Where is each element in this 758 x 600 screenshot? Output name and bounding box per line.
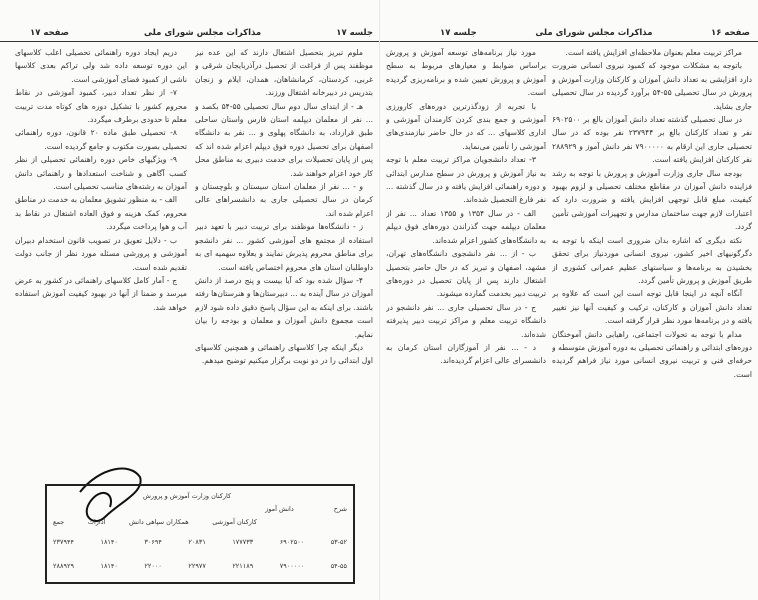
paragraph: الف - در سال ۱۳۵۴ و ۱۳۵۵ تعداد ... نفر از معلمان دیپلمه جهت گذراندن دوره‌های فوق دیپلم به دانشگاه‌های کشور اعزام شده‌اند. xyxy=(386,208,546,245)
cell: ۷۹۰۰۰۰۰ xyxy=(279,562,305,570)
table-title-text: کارکنان وزارت آموزش و پرورش xyxy=(143,492,232,500)
cell: ۵۳-۵۲ xyxy=(330,538,347,546)
staff-statistics-table xyxy=(45,484,355,584)
cell: ۲۲۹۷۷ xyxy=(188,562,206,570)
paragraph: دیگر اینکه چرا کلاسهای راهنمائی و همچنین کلاسهای اول ابتدائی را در دو نوبت برگزار میکنیم توضیح میدهم. xyxy=(195,342,373,366)
text-column-right xyxy=(552,46,752,596)
paragraph: نکته دیگری که اشاره بدان ضروری است اینکه با توجه به دگرگونیهای اخیر کشور، نیروی انسانی موردنیاز برای تحقق بخشیدن به برنامه‌ها و سیاستهای عظیم عمرانی کشوری از طریق آموزش و پرورش تأمین گردد. xyxy=(552,235,752,285)
cell: ۲۲۱۱۸۹ xyxy=(232,562,254,570)
table-row xyxy=(53,538,347,547)
paragraph: ب - از ... نفر دانشجوی دانشگاه‌های تهران، مشهد، اصفهان و تبریز که در حال حاضر بتحصیل اشتغال دارند پس از پایان تحصیل در دوره‌های تربیت دبیر بخدمت گمارده میشوند. xyxy=(386,249,546,299)
page-number: صفحه ۱۶ xyxy=(711,28,750,38)
right-page xyxy=(379,0,758,600)
cell: ۱۸۱۴۰ xyxy=(100,538,118,546)
col-header: شرح xyxy=(333,505,347,513)
paragraph: ۹- ویژگیهای خاص دوره راهنمائی تحصیلی از نظر کسب آگاهی و شناخت استعدادها و راهنمائی دانش آموزان به رشته‌های مناسب تحصیلی است. xyxy=(15,155,187,192)
table-header-row-2 xyxy=(53,518,347,527)
paragraph: ب - دلایل تعویق در تصویب قانون استخدام دبیران آموزشی و پرورشی مسئله مورد نظر از جانب دولت تقدیم شده است. xyxy=(15,235,187,272)
paragraph: ۸- تحصیلی طبق ماده ۲۰ قانون، دوره راهنمائی تحصیلی بصورت مکتوب و جامع گردیده است. xyxy=(15,128,187,151)
table-header-row-1 xyxy=(53,505,347,514)
paragraph: الف - به منظور تشویق معلمان به خدمت در مناطق محروم، کمک هزینه و فوق العاده اشتغال در نقاط بد آب و هوا پرداخت میگردد. xyxy=(15,195,187,232)
text-column-left xyxy=(15,46,187,446)
paragraph: ج - در سال تحصیلی جاری ... نفر دانشجو در دانشگاه تربیت معلم و مراکز تربیت دبیر پذیرفته شده‌اند. xyxy=(386,302,546,339)
paragraph: باتوجه به مشکلات موجود که کمبود نیروی انسانی ضرورت دارد افزایشی به تعداد دانش آموزان و کارکنان وزارت آموزش و پرورش در سال تحصیلی ۵۵-۵۴ برآورد گردیده در سال تحصیلی جاری بشاید. xyxy=(552,61,752,111)
col-header: همکاران سپاهی دانش xyxy=(129,518,189,526)
table-row xyxy=(53,562,347,571)
paragraph: و - ... نفر از معلمان استان سیستان و بلوچستان و کرمان در سال تحصیلی جاری به دانشسراهای عالی اعزام شده اند. xyxy=(195,182,373,218)
paragraph: در سال تحصیلی گذشته تعداد دانش آموزان بالغ بر ۶۹۰۲۵۰۰ نفر و تعداد کارکنان بالغ بر ۲۳۷۹۴۴ نفر بوده که در سال تحصیلی جاری این ارقام به ۷۹۰۰۰۰۰ نفر دانش آموز و ۲۸۸۹۲۹ نفر کارکنان افزایش یافته است. xyxy=(552,115,752,165)
paragraph: ج - آمار کامل کلاسهای راهنمائی در کشور به عرض میرسد و ضمنا از آنها در بهبود کیفیت آموزش استفاده خواهد شد. xyxy=(15,275,187,312)
col-header: جمع xyxy=(53,518,65,526)
running-title: مذاکرات مجلس شورای ملی xyxy=(535,28,653,38)
paragraph: بودجه سال جاری وزارت آموزش و پرورش با توجه به رشد فزاینده دانش آموزان در مقاطع مختلف تحصیلی و لزوم بهبود کیفیت، مبلغ قابل توجهی افزایش یافته و ضرورت دارد که اعتبارات لازم جهت ساختمان مدارس و تجهیزات آموزشی تأمین گردد. xyxy=(552,168,752,232)
cell: ۲۲۰۰۰ xyxy=(144,562,162,570)
col-header: کارکنان آموزشی xyxy=(212,518,257,526)
page-number: صفحه ۱۷ xyxy=(30,28,69,38)
paragraph: آنگاه آنچه در اینجا قابل توجه است این است که علاوه بر تعداد دانش آموزان و کارکنان، ترکیب و کیفیت آنها نیز تغییر یافته و در برنامه‌ها مورد نظر قرار گرفته است. xyxy=(552,289,752,326)
session-number: جلسه ۱۷ xyxy=(440,28,477,38)
table-title xyxy=(53,492,347,501)
page-header xyxy=(380,27,758,42)
cell: ۳۰۶۹۴ xyxy=(144,538,162,546)
cell: ۱۷۷۷۳۳ xyxy=(232,538,254,546)
cell: ۲۸۸۹۲۹ xyxy=(53,562,74,570)
session-number: جلسه ۱۷ xyxy=(336,28,373,38)
paragraph: مراکز تربیت معلم بعنوان ملاحظه‌ای افزایش یافته است. xyxy=(565,48,742,57)
paragraph: دریم ایجاد دوره راهنمائی تحصیلی اعلب کلاسهای این دوره توسعه داده شد ولی تراکم بعدی کلاسها ناشی از کمبود فضای آموزشی است. xyxy=(15,48,187,84)
paragraph: هـ - از ابتدای سال دوم سال تحصیلی ۵۵-۵۴ بکصد و ... نفر از معلمان دیپلمه استان فارس واستان ساحلی طبق قرارداد، به دانشگاه پهلوی و ... نفر به دانشگاه اصفهان برای تحصیل دوره فوق دیپلم اعزام شده اند که پس از پایان تحصیلات برای خدمت دبیری به مناطق محل کار خود اعزام خواهند شد. xyxy=(195,101,373,178)
paragraph: ۷- از نظر تعداد دبیر، کمبود آموزشی در نقاط محروم کشور با تشکیل دوره های کوتاه مدت تربیت معلم تا حدودی برطرف میگردد. xyxy=(15,88,187,125)
paragraph: مدام با توجه به تحولات اجتماعی، راهیابی دانش آموختگان دوره‌های ابتدائی و راهنمائی تحصیلی به دوره آموزش متوسطه و حرفه‌ای فنی و تربیت نیروی انسانی مورد نیاز فراهم گردیده است. xyxy=(552,329,752,379)
running-title: مذاکرات مجلس شورای ملی xyxy=(144,28,262,38)
cell: ۱۸۱۴۰ xyxy=(100,562,118,570)
text-column-left xyxy=(386,46,546,596)
cell: ۲۳۷۹۴۴ xyxy=(53,538,74,546)
paragraph: د - ... نفر از آموزگاران استان کرمان به دانشسرای عالی اعزام گردیده‌اند. xyxy=(386,342,546,366)
paragraph: ۴- سؤال شده بود که آیا بیست و پنج درصد از دانش آموزان در سال آینده به ... دبیرستان‌ها و هنرستان‌ها رفته باشند. برای اینکه به این سؤال پاسخ دقیق داده شود لازم است مجموع دانش آموزان و معلمان و بودجه را بیان نمایم. xyxy=(195,275,373,339)
paragraph: ۳- تعداد دانشجویان مراکز تربیت معلم با توجه به نیاز آموزش و پرورش در سطح مدارس ابتدائی و دوره راهنمائی افزایش یافته و در سال گذشته ... نفر فارغ التحصیل شده‌اند. xyxy=(386,155,546,205)
col-header: دانش آموز xyxy=(265,505,294,513)
text-column-right xyxy=(195,46,373,466)
paragraph: مورد نیاز برنامه‌های توسعه آموزش و پرورش براساس ضوابط و معیارهای مربوط به سطح آموزش و پرورش تعیین شده و برنامه‌ریزی گردیده است. xyxy=(386,48,546,98)
paragraph: ملوم تبریز بتحصیل اشتغال دارند که این عده نیز موظفند پس از فراغت از تحصیل درآذربایجان شرقی و غربی، کردستان، کرمانشاهان، همدان، ایلام و زنجان بتدریس در دبیرخانه اشتغال ورزند. xyxy=(195,48,373,98)
col-header: ادارات xyxy=(87,518,106,526)
paragraph: با تجربه از زودگذرترین دوره‌های کارورزی آموزشی و جمع بندی کردن کارمندان آموزشی و اداری کلاسهای ... که در حال حاضر نیازمندی‌های آموزشی را تأمین می‌نماید. xyxy=(386,101,546,151)
cell: ۵۴-۵۵ xyxy=(330,562,347,570)
cell: ۲۰۸۳۱ xyxy=(188,538,206,546)
paragraph: ز - دانشگاه‌ها موظفند برای تربیت دبیر با تعهد دبیر استفاده از مجتمع های آموزشی کشور ... نفر دانشجو برای مناطق محروم پذیرش نمایند و بعلاوه سهمیه ای به داوطلبان استان های محروم اختصاص یافته است. xyxy=(195,222,373,272)
page-header xyxy=(0,27,379,42)
cell: ۶۹۰۲۵۰۰ xyxy=(279,538,305,546)
